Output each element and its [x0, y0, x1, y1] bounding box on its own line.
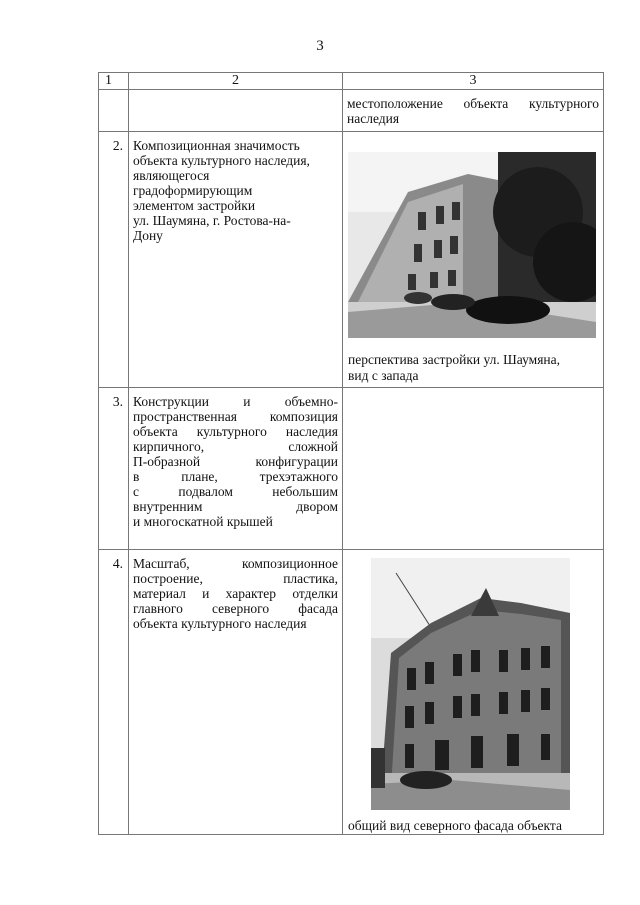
continuation-line: наследия	[347, 111, 400, 126]
caption-line: перспектива застройки ул. Шаумяна,	[348, 352, 560, 367]
street-perspective-photo	[348, 152, 596, 338]
table-header-row	[99, 73, 604, 90]
header-col-2: 2	[129, 73, 343, 90]
description-line: пространственная композиция	[133, 409, 338, 424]
header-col-3: 3	[343, 73, 604, 90]
row-image-cell	[343, 550, 604, 835]
description-line: объекта культурного наследия	[133, 424, 338, 439]
description-line: внутренним двором	[133, 499, 338, 514]
row-number: 2.	[99, 132, 129, 388]
north-facade-photo	[371, 558, 570, 810]
heritage-table	[98, 72, 604, 835]
description-line: объекта культурного наследия,	[133, 153, 310, 168]
description-line: являющегося	[133, 168, 210, 183]
row-description	[129, 550, 343, 835]
table-row	[99, 388, 604, 550]
row-number: 4.	[99, 550, 129, 835]
description-line: в плане, трехэтажного	[133, 469, 338, 484]
caption-line: вид с запада	[348, 368, 419, 383]
row-image-cell	[343, 132, 604, 388]
description-line: с подвалом небольшим	[133, 484, 338, 499]
description-line: Конструкции и объемно-	[133, 394, 338, 409]
description-line: главного северного фасада	[133, 601, 338, 616]
page-number: 3	[316, 38, 324, 54]
table-row	[99, 132, 604, 388]
description-line: Композиционная значимость	[133, 138, 300, 153]
description-line: кирпичного, сложной	[133, 439, 338, 454]
continuation-line: местоположение объекта культурного	[347, 96, 599, 111]
continuation-text	[343, 90, 604, 132]
description-line: объекта культурного наследия	[133, 616, 307, 631]
description-line: элементом застройки	[133, 198, 256, 213]
description-line: материал и характер отделки	[133, 586, 338, 601]
description-line: Масштаб, композиционное	[133, 556, 338, 571]
description-line: градоформирующим	[133, 183, 253, 198]
row-empty-cell	[343, 388, 604, 550]
row-description	[129, 388, 343, 550]
description-line: построение, пластика,	[133, 571, 338, 586]
row-number: 3.	[99, 388, 129, 550]
table-row	[99, 550, 604, 835]
table-row-continuation	[99, 90, 604, 132]
description-line: Дону	[133, 228, 163, 243]
photo-caption	[348, 352, 599, 384]
row-description	[129, 132, 343, 388]
description-line: П-образной конфигурации	[133, 454, 338, 469]
description-line: и многоскатной крышей	[133, 514, 273, 529]
header-col-1: 1	[99, 73, 129, 90]
description-line: ул. Шаумяна, г. Ростова-на-	[133, 213, 291, 228]
photo-caption: общий вид северного фасада объекта	[348, 818, 562, 833]
